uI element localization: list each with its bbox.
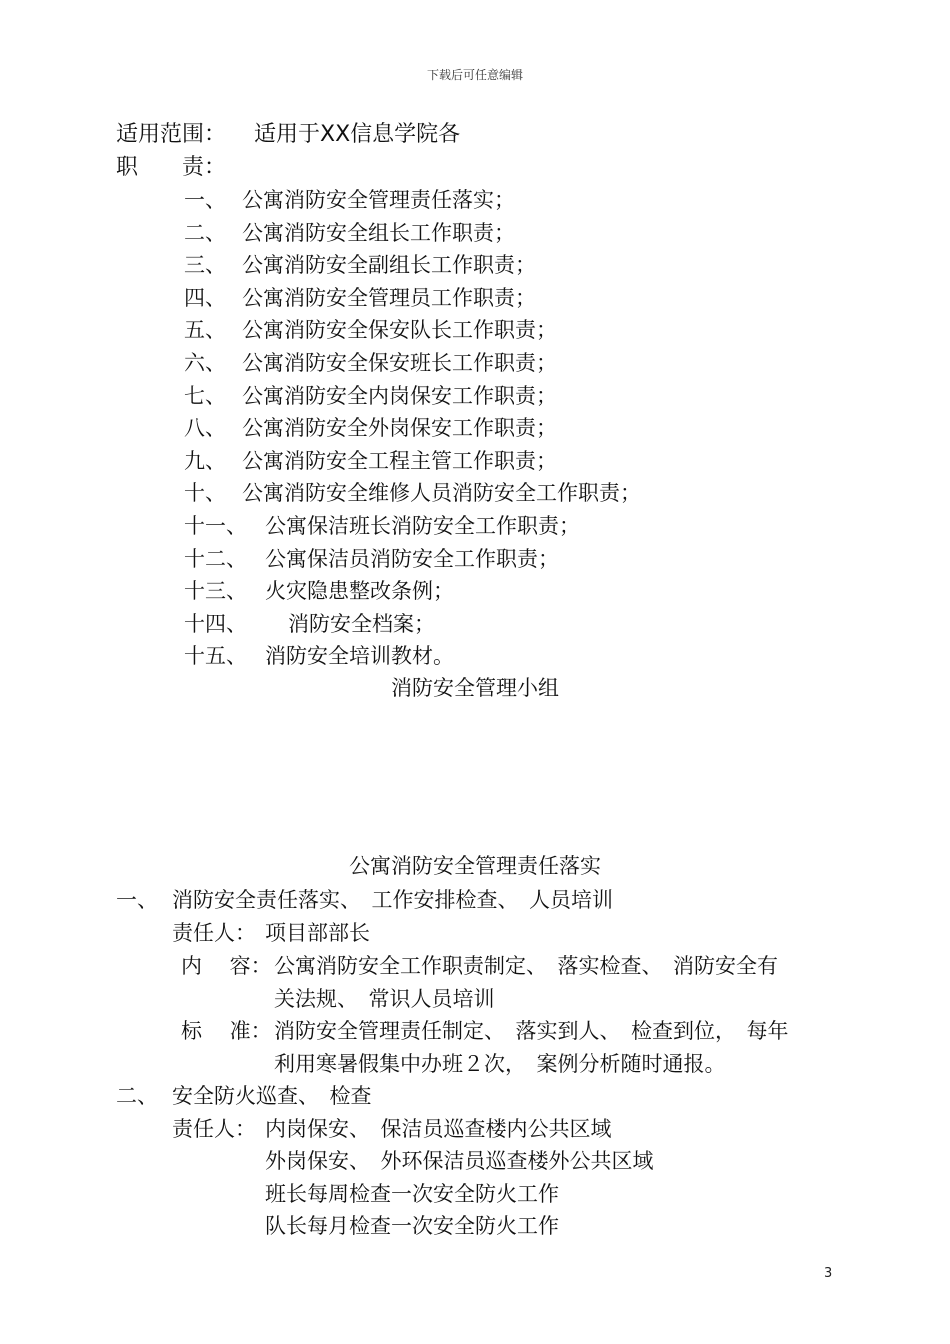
list-item-text: 公寓消防安全管理责任落实； (242, 188, 515, 212)
list-item-text: 消防安全档案； (288, 611, 435, 636)
list-item-text: 公寓消防安全外岗保安工作职责； (242, 416, 557, 441)
page-number: 3 (824, 1266, 833, 1281)
list-item-number: 十四、 (184, 611, 247, 636)
duty-list (184, 184, 884, 669)
list-item-text: 火灾隐患整改条例； (265, 579, 454, 604)
responsible-line: 内岗保安、 保洁员巡查楼内公共区域 (265, 1117, 612, 1141)
standard-label: 标 准： (181, 1019, 272, 1043)
list-item-number: 四、 (184, 285, 226, 310)
list-item-number: 七、 (184, 383, 226, 408)
content-label: 内 容： (181, 954, 272, 978)
responsible-label: 责任人： (172, 1117, 256, 1141)
list-item-text: 公寓保洁班长消防安全工作职责； (265, 514, 580, 538)
list-item-text: 公寓保洁员消防安全工作职责； (265, 546, 559, 571)
duty-label: 职 责： (116, 155, 227, 180)
responsible-line: 外岗保安、 外环保洁员巡查楼外公共区域 (265, 1149, 654, 1173)
list-item-text: 公寓消防安全内岗保安工作职责； (242, 383, 557, 408)
list-item-number: 五、 (184, 318, 226, 343)
content-line: 关法规、 常识人员培训 (274, 987, 495, 1011)
list-item-text: 公寓消防安全保安班长工作职责； (242, 351, 557, 375)
list-item-number: 十二、 (184, 546, 247, 571)
list-item-number: 九、 (184, 448, 226, 473)
list-item-number: 十三、 (184, 579, 247, 604)
content-line: 公寓消防安全工作职责制定、 落实检查、 消防安全有 (274, 954, 778, 978)
group-title: 消防安全管理小组 (391, 676, 559, 700)
standard-line: 利用寒暑假集中办班２次， 案例分析随时通报。 (274, 1052, 726, 1076)
list-item-text: 消防安全培训教材。 (265, 644, 454, 669)
list-item-number: 六、 (184, 351, 226, 375)
responsible-value: 项目部部长 (265, 921, 370, 945)
list-item-text: 公寓消防安全副组长工作职责； (242, 253, 536, 278)
responsible-line: 班长每周检查一次安全防火工作 (265, 1182, 559, 1206)
list-item-number: 三、 (184, 253, 226, 278)
responsible-label: 责任人： (172, 921, 256, 945)
list-item-number: 一、 (184, 188, 226, 212)
item-one-number: 一、 (116, 888, 158, 912)
page-header: 下载后可任意编辑 (426, 68, 523, 82)
list-item-number: 十一、 (184, 514, 247, 538)
section-title: 公寓消防安全管理责任落实 (349, 854, 601, 878)
list-item-number: 八、 (184, 416, 226, 441)
standard-line: 消防安全管理责任制定、 落实到人、 检查到位， 每年 (274, 1019, 789, 1043)
list-item-text: 公寓消防安全保安队长工作职责； (242, 318, 557, 343)
scope-label: 适用范围： (116, 122, 227, 147)
list-item-number: 十五、 (184, 644, 247, 669)
list-item-text: 公寓消防安全管理员工作职责； (242, 285, 536, 310)
list-item-text: 公寓消防安全维修人员消防安全工作职责； (242, 481, 641, 506)
item-two-text: 安全防火巡查、 检查 (172, 1084, 372, 1108)
list-item-number: 二、 (184, 220, 226, 245)
responsible-line: 队长每月检查一次安全防火工作 (265, 1214, 559, 1238)
list-item-text: 公寓消防安全组长工作职责； (242, 220, 515, 245)
scope-value: 适用于XX信息学院各 (254, 122, 461, 147)
list-item-text: 公寓消防安全工程主管工作职责； (242, 448, 557, 473)
item-two-number: 二、 (116, 1084, 158, 1108)
item-one-text: 消防安全责任落实、 工作安排检查、 人员培训 (172, 888, 613, 912)
list-item-number: 十、 (184, 481, 226, 506)
